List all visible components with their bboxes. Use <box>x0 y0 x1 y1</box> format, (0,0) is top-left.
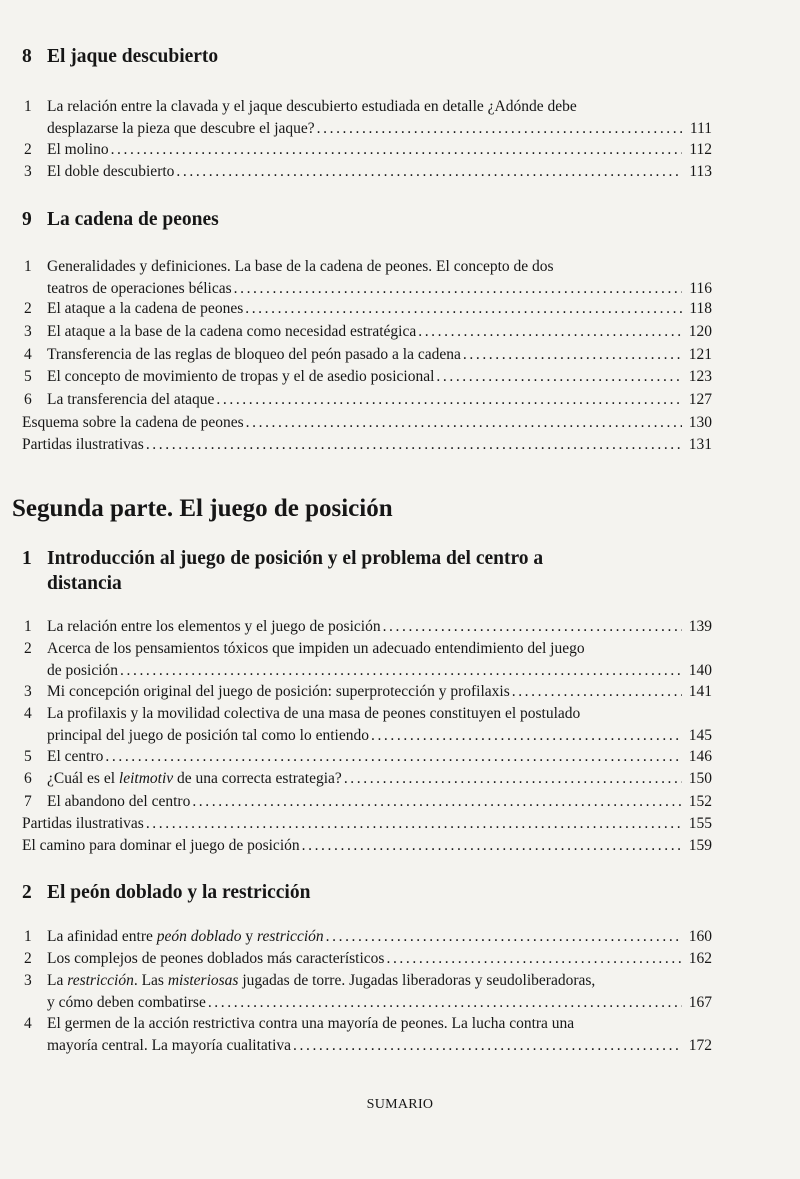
entry-text: Mi concepción original del juego de posición: superprotección y profilaxis <box>47 683 510 700</box>
chapter-title: La cadena de peones <box>47 209 219 230</box>
entry-number: 3 <box>24 163 32 180</box>
page-number: 162 <box>688 950 712 967</box>
toc-entry[interactable] <box>22 791 712 813</box>
entry-number: 2 <box>24 300 32 317</box>
page-number: 121 <box>688 346 712 363</box>
page-number: 139 <box>688 618 712 635</box>
toc-entry[interactable] <box>22 344 712 366</box>
dot-leader <box>371 725 682 747</box>
toc-entry[interactable] <box>22 298 712 320</box>
entry-text: Transferencia de las reglas de bloqueo del peón pasado a la cadena <box>47 346 461 363</box>
running-footer: SUMARIO <box>366 1097 434 1112</box>
dot-leader <box>176 161 682 183</box>
toc-entry[interactable] <box>22 813 712 835</box>
entry-number: 6 <box>24 770 32 787</box>
toc-entry[interactable] <box>22 412 712 434</box>
chapter-heading <box>22 546 740 596</box>
dot-leader <box>208 992 682 1014</box>
dot-leader <box>216 389 682 411</box>
page-number: 111 <box>689 119 712 137</box>
entry-text-line: Acerca de los pensamientos tóxicos que impiden un adecuado entendimiento del juego <box>47 640 585 657</box>
toc-entry[interactable] <box>22 835 712 857</box>
toc-entry[interactable] <box>22 746 712 768</box>
entry-number: 2 <box>24 950 32 967</box>
dot-leader <box>326 926 682 948</box>
page-number: 150 <box>688 770 712 787</box>
entry-text: El centro <box>47 748 104 765</box>
page-number: 123 <box>688 368 712 385</box>
entry-text: El doble descubierto <box>47 163 175 180</box>
dot-leader <box>512 681 682 703</box>
entry-number: 2 <box>24 640 32 657</box>
toc-entry[interactable] <box>22 638 712 681</box>
dot-leader <box>111 139 682 161</box>
toc-entry[interactable] <box>22 161 712 183</box>
dot-leader <box>246 412 682 434</box>
chapter-title: El jaque descubierto <box>47 46 219 67</box>
entry-text: La transferencia del ataque <box>47 391 215 408</box>
chapter-title-line: Introducción al juego de posición y el problema del centro a <box>47 548 544 569</box>
chapter-title-line: distancia <box>47 573 122 594</box>
dot-leader <box>344 768 682 790</box>
toc-entry[interactable] <box>22 389 712 411</box>
toc-entry[interactable] <box>22 434 712 456</box>
dot-leader <box>302 835 682 857</box>
entry-number: 4 <box>24 346 32 363</box>
entry-number: 2 <box>24 141 32 158</box>
toc-entry[interactable] <box>22 926 712 948</box>
page-number: 172 <box>688 1036 712 1054</box>
chapter-heading <box>22 44 740 69</box>
dot-leader <box>383 616 682 638</box>
entry-text: Partidas ilustrativas <box>22 815 144 832</box>
dot-leader <box>317 118 682 140</box>
page-number: 145 <box>688 726 712 744</box>
dot-leader <box>386 948 682 970</box>
page-number: 112 <box>689 141 712 158</box>
toc-entry[interactable] <box>22 139 712 161</box>
page-number: 152 <box>688 793 712 810</box>
toc-entry[interactable] <box>22 616 712 638</box>
entry-text: Esquema sobre la cadena de peones <box>22 414 244 431</box>
chapter-heading <box>22 880 740 905</box>
toc-entry[interactable] <box>22 256 712 299</box>
chapter-number: 2 <box>22 882 32 903</box>
dot-leader <box>146 813 682 835</box>
entry-number: 1 <box>24 258 32 275</box>
dot-leader <box>436 366 682 388</box>
entry-text: ¿Cuál es el leitmotiv de una correcta estrategia? <box>47 770 342 787</box>
entry-text: El ataque a la cadena de peones <box>47 300 244 317</box>
entry-number: 5 <box>24 368 32 385</box>
entry-number: 1 <box>24 618 32 635</box>
page-number: 160 <box>688 928 712 945</box>
entry-number: 4 <box>24 1015 32 1032</box>
toc-entry[interactable] <box>22 366 712 388</box>
entry-text: La relación entre los elementos y el juego de posición <box>47 618 381 635</box>
dot-leader <box>192 791 682 813</box>
chapter-number: 9 <box>22 209 32 230</box>
entry-text: La afinidad entre peón doblado y restricción <box>47 928 324 945</box>
page-number: 130 <box>688 414 712 431</box>
page-number: 116 <box>689 279 712 297</box>
dot-leader <box>463 344 682 366</box>
toc-entry[interactable] <box>22 1013 712 1056</box>
dot-leader <box>245 298 682 320</box>
entry-text: El camino para dominar el juego de posición <box>22 837 300 854</box>
entry-number: 3 <box>24 323 32 340</box>
toc-entry[interactable] <box>22 948 712 970</box>
chapter-heading <box>22 207 740 232</box>
page-number: 127 <box>688 391 712 408</box>
part-title: Segunda parte. El juego de posición <box>12 495 393 522</box>
entry-text-line: La relación entre la clavada y el jaque descubierto estudiada en detalle ¿Adónde debe <box>47 98 577 115</box>
entry-text: El concepto de movimiento de tropas y el de asedio posicional <box>47 368 435 385</box>
page-number: 146 <box>688 748 712 765</box>
entry-number: 4 <box>24 705 32 722</box>
page-number: 141 <box>688 683 712 700</box>
page-number: 155 <box>688 815 712 832</box>
chapter-title: El peón doblado y la restricción <box>47 882 311 903</box>
entry-number: 3 <box>24 972 32 989</box>
page-number: 113 <box>689 163 712 180</box>
entry-number: 7 <box>24 793 32 810</box>
chapter-number: 1 <box>22 548 32 569</box>
chapter-number: 8 <box>22 46 32 67</box>
page-number: 120 <box>688 323 712 340</box>
entry-text: de posición <box>47 661 119 679</box>
entry-text: mayoría central. La mayoría cualitativa <box>47 1036 292 1054</box>
page-number: 131 <box>688 436 712 453</box>
entry-text-line: La restricción. Las misteriosas jugadas de torre. Jugadas liberadoras y seudoliberadoras, <box>47 972 596 989</box>
dot-leader <box>105 746 682 768</box>
entry-text-line: Generalidades y definiciones. La base de la cadena de peones. El concepto de dos <box>47 258 554 275</box>
dot-leader <box>120 660 682 682</box>
entry-number: 5 <box>24 748 32 765</box>
entry-text: teatros de operaciones bélicas <box>47 279 232 297</box>
toc-entry[interactable] <box>22 703 712 746</box>
entry-text-line: El germen de la acción restrictiva contra una mayoría de peones. La lucha contra una <box>47 1015 575 1032</box>
entry-text-line: La profilaxis y la movilidad colectiva de una masa de peones constituyen el postulado <box>47 705 581 722</box>
entry-number: 1 <box>24 98 32 115</box>
chapter-title <box>47 546 740 596</box>
entry-text: desplazarse la pieza que descubre el jaque? <box>47 119 315 137</box>
page-number: 167 <box>688 993 712 1011</box>
toc-entry[interactable] <box>22 96 712 139</box>
page-number: 159 <box>688 837 712 854</box>
entry-number: 1 <box>24 928 32 945</box>
page-number: 140 <box>688 661 712 679</box>
entry-text: Los complejos de peones doblados más característicos <box>47 950 385 967</box>
entry-text: principal del juego de posición tal como lo entiendo <box>47 726 369 744</box>
toc-entry[interactable] <box>22 768 712 790</box>
toc-entry[interactable] <box>22 970 712 1013</box>
dot-leader <box>418 321 682 343</box>
page-number: 118 <box>689 300 712 317</box>
entry-number: 6 <box>24 391 32 408</box>
entry-text: y cómo deben combatirse <box>47 993 206 1011</box>
dot-leader <box>146 434 682 456</box>
entry-text: El ataque a la base de la cadena como necesidad estratégica <box>47 323 417 340</box>
entry-text: El abandono del centro <box>47 793 191 810</box>
dot-leader <box>234 278 682 300</box>
entry-text: El molino <box>47 141 109 158</box>
toc-entry[interactable] <box>22 681 712 703</box>
entry-number: 3 <box>24 683 32 700</box>
toc-entry[interactable] <box>22 321 712 343</box>
dot-leader <box>293 1035 682 1057</box>
entry-text: Partidas ilustrativas <box>22 436 144 453</box>
